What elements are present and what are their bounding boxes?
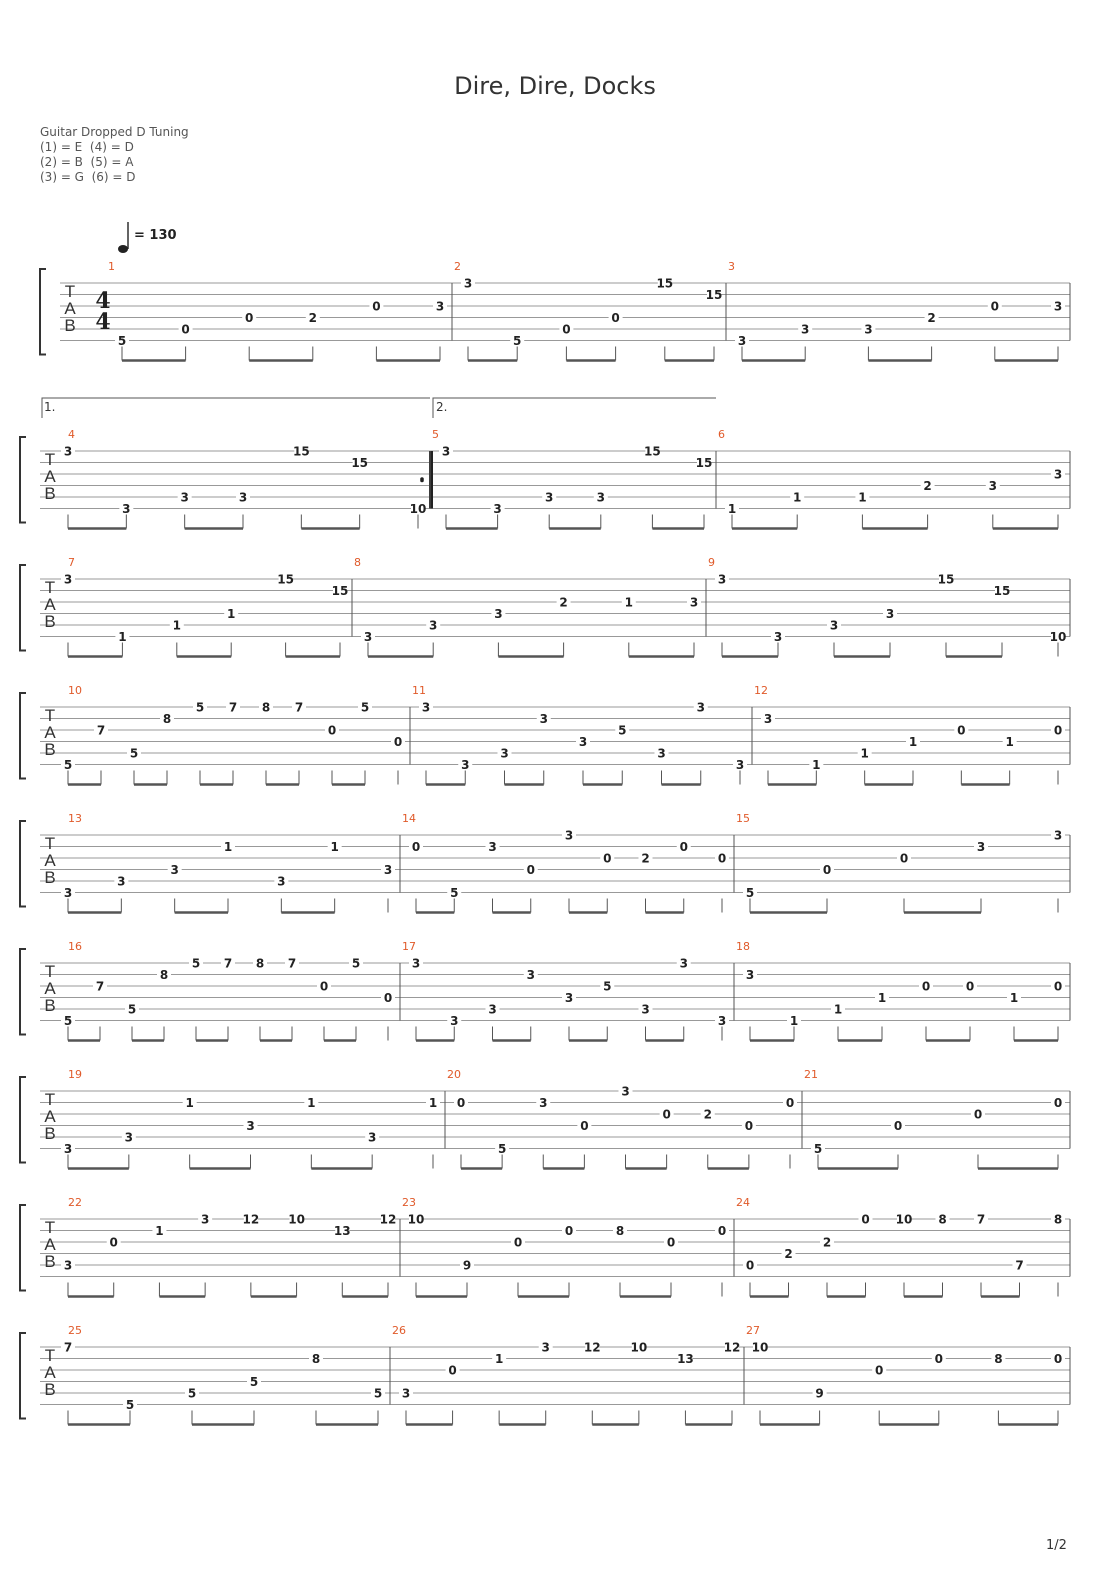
system-bracket xyxy=(20,1205,26,1291)
fret-number: 5 xyxy=(351,956,361,971)
fret-number: 15 xyxy=(331,584,349,598)
fret-number: 0 xyxy=(611,311,620,325)
fret-number: 0 xyxy=(245,311,254,325)
tab-clef-letter: A xyxy=(64,299,76,318)
tab-clef-letter: B xyxy=(44,740,56,759)
fret-number: 0 xyxy=(875,1363,884,1378)
fret-number: 0 xyxy=(526,863,535,877)
fret-number: 0 xyxy=(957,723,966,738)
fret-number: 3 xyxy=(976,840,986,854)
system-bracket xyxy=(20,693,26,779)
fret-number: 3 xyxy=(657,746,666,761)
measure-number: 3 xyxy=(728,260,735,273)
tab-clef-letter: T xyxy=(64,282,76,301)
tab-clef-letter: A xyxy=(44,1235,56,1254)
fret-number: 0 xyxy=(990,299,999,314)
volta-bracket-1 xyxy=(42,398,430,418)
fret-number: 5 xyxy=(450,886,459,900)
tab-system xyxy=(20,684,1070,785)
fret-number: 0 xyxy=(679,840,688,854)
system-bracket xyxy=(20,437,26,523)
fret-number: 3 xyxy=(493,502,502,516)
fret-number: 3 xyxy=(450,1014,459,1028)
fret-number: 3 xyxy=(1053,467,1063,482)
fret-number: 0 xyxy=(1053,979,1063,994)
fret-number: 0 xyxy=(899,851,909,866)
fret-number: 1 xyxy=(307,1096,316,1110)
fret-number: 10 xyxy=(409,502,427,516)
tab-clef-letter: T xyxy=(44,1346,56,1365)
fret-number: 5 xyxy=(191,956,201,971)
tab-clef-letter: B xyxy=(44,484,56,503)
tab-clef-letter: A xyxy=(44,467,56,486)
fret-number: 15 xyxy=(937,572,955,587)
fret-number: 3 xyxy=(864,322,873,337)
fret-number: 3 xyxy=(488,840,497,854)
fret-number: 3 xyxy=(717,572,727,587)
repeat-dot xyxy=(420,479,424,483)
fret-number: 8 xyxy=(261,700,271,715)
fret-number: 8 xyxy=(255,956,265,971)
fret-number: 0 xyxy=(745,1258,755,1273)
fret-number: 3 xyxy=(737,334,747,348)
measure-number: 14 xyxy=(402,812,416,825)
fret-number: 3 xyxy=(63,1258,73,1273)
fret-number: 5 xyxy=(63,1014,73,1028)
fret-number: 10 xyxy=(1049,630,1067,644)
fret-number: 15 xyxy=(292,444,310,459)
fret-number: 1 xyxy=(812,758,821,772)
measure-number: 9 xyxy=(708,556,715,569)
fret-number: 7 xyxy=(63,1340,73,1355)
fret-number: 3 xyxy=(488,1002,497,1017)
fret-number: 3 xyxy=(696,700,705,715)
fret-number: 2 xyxy=(559,595,568,610)
measure-number: 21 xyxy=(804,1068,818,1081)
fret-number: 7 xyxy=(287,956,297,971)
fret-number: 3 xyxy=(526,968,535,982)
measure-number: 7 xyxy=(68,556,75,569)
measure-number: 27 xyxy=(746,1324,760,1337)
fret-number: 3 xyxy=(170,863,179,877)
fret-number: 0 xyxy=(109,1235,118,1250)
fret-number: 3 xyxy=(367,1130,377,1145)
fret-number: 3 xyxy=(539,1096,548,1110)
tab-clef-letter: T xyxy=(44,834,56,853)
tuning-instrument: Guitar Dropped D Tuning xyxy=(40,125,189,139)
fret-number: 3 xyxy=(578,735,588,749)
tab-clef-letter: A xyxy=(44,595,56,614)
system-bracket xyxy=(20,821,26,907)
fret-number: 1 xyxy=(155,1224,164,1238)
fret-number: 3 xyxy=(885,607,895,621)
fret-number: 1 xyxy=(860,746,869,761)
measure-number: 25 xyxy=(68,1324,82,1337)
fret-number: 3 xyxy=(596,490,605,505)
fret-number: 1 xyxy=(727,502,737,516)
fret-number: 3 xyxy=(621,1084,630,1099)
tab-clef-letter: T xyxy=(44,962,56,981)
measure-number: 24 xyxy=(736,1196,750,1209)
fret-number: 3 xyxy=(429,618,438,633)
fret-number: 12 xyxy=(242,1212,260,1227)
fret-number: 0 xyxy=(717,851,727,866)
fret-number: 0 xyxy=(822,863,832,877)
time-sig-denominator: 4 xyxy=(95,309,111,335)
fret-number: 0 xyxy=(1053,723,1063,738)
fret-number: 3 xyxy=(411,956,421,971)
tab-clef-letter: A xyxy=(44,1363,56,1382)
fret-number: 1 xyxy=(227,607,236,621)
system-bracket xyxy=(40,269,46,355)
fret-number: 3 xyxy=(829,618,839,633)
fret-number: 15 xyxy=(656,276,674,291)
system-bracket xyxy=(20,949,26,1035)
tab-clef-letter: B xyxy=(44,1124,56,1143)
fret-number: 9 xyxy=(462,1258,472,1273)
fret-number: 5 xyxy=(813,1142,823,1156)
fret-number: 5 xyxy=(603,979,612,994)
fret-number: 0 xyxy=(580,1119,589,1133)
fret-number: 0 xyxy=(666,1235,676,1250)
fret-number: 0 xyxy=(327,723,337,738)
fret-number: 2 xyxy=(923,479,932,493)
tab-clef-letter: A xyxy=(44,1107,56,1126)
fret-number: 10 xyxy=(288,1212,305,1227)
fret-number: 0 xyxy=(1053,1352,1063,1366)
fret-number: 3 xyxy=(539,712,548,726)
volta-label-2: 2. xyxy=(436,400,448,414)
fret-number: 8 xyxy=(994,1352,1003,1366)
fret-number: 1 xyxy=(330,840,339,854)
tab-clef-letter: B xyxy=(64,316,76,335)
fret-number: 7 xyxy=(223,956,233,971)
fret-number: 3 xyxy=(545,490,554,505)
fret-number: 0 xyxy=(934,1352,943,1366)
fret-number: 5 xyxy=(745,886,755,900)
system-bracket xyxy=(20,1333,26,1419)
fret-number: 5 xyxy=(497,1142,507,1156)
tuning-line: (3) = G (6) = D xyxy=(40,170,136,184)
tab-clef-letter: T xyxy=(44,1090,56,1109)
fret-number: 12 xyxy=(583,1340,601,1355)
fret-number: 15 xyxy=(351,456,369,470)
measure-number: 8 xyxy=(354,556,361,569)
fret-number: 13 xyxy=(677,1352,694,1366)
fret-number: 15 xyxy=(993,584,1011,598)
fret-number: 3 xyxy=(363,630,373,644)
measure-number: 1 xyxy=(108,260,115,273)
fret-number: 7 xyxy=(294,700,304,715)
tab-clef-letter: B xyxy=(44,612,56,631)
fret-number: 1 xyxy=(908,735,918,749)
tab-clef-letter: B xyxy=(44,996,56,1015)
fret-number: 5 xyxy=(249,1375,259,1389)
fret-number: 3 xyxy=(200,1212,210,1227)
fret-number: 5 xyxy=(129,746,139,761)
measure-number: 22 xyxy=(68,1196,82,1209)
fret-number: 2 xyxy=(703,1107,712,1122)
fret-number: 8 xyxy=(615,1224,625,1238)
fret-number: 3 xyxy=(679,956,688,971)
fret-number: 3 xyxy=(63,1142,73,1156)
fret-number: 1 xyxy=(624,595,633,610)
fret-number: 3 xyxy=(500,746,509,761)
fret-number: 1 xyxy=(223,840,233,854)
fret-number: 10 xyxy=(407,1212,425,1227)
measure-number: 13 xyxy=(68,812,82,825)
fret-number: 3 xyxy=(238,490,248,505)
tab-system xyxy=(20,1196,1070,1297)
measure-number: 4 xyxy=(68,428,75,441)
fret-number: 0 xyxy=(319,979,329,994)
fret-number: 3 xyxy=(277,874,286,889)
tab-clef-letter: T xyxy=(44,1218,56,1237)
fret-number: 5 xyxy=(513,334,522,348)
volta-label-1: 1. xyxy=(44,400,56,414)
fret-number: 8 xyxy=(311,1352,321,1366)
fret-number: 15 xyxy=(644,444,661,459)
tab-system xyxy=(20,1068,1070,1169)
fret-number: 0 xyxy=(564,1224,574,1238)
fret-number: 0 xyxy=(785,1096,795,1110)
system-bracket xyxy=(20,1077,26,1163)
fret-number: 1 xyxy=(858,490,867,505)
fret-number: 5 xyxy=(187,1386,197,1401)
fret-number: 1 xyxy=(877,991,887,1005)
fret-number: 0 xyxy=(181,322,190,337)
fret-number: 2 xyxy=(308,311,317,325)
fret-number: 5 xyxy=(63,758,73,772)
measure-number: 23 xyxy=(402,1196,416,1209)
fret-number: 3 xyxy=(117,874,126,889)
tab-system xyxy=(20,812,1070,913)
measure-number: 16 xyxy=(68,940,82,953)
fret-number: 2 xyxy=(641,851,650,866)
fret-number: 0 xyxy=(448,1363,457,1378)
fret-number: 3 xyxy=(63,886,73,900)
measure-number: 5 xyxy=(432,428,439,441)
fret-number: 2 xyxy=(784,1247,793,1261)
fret-number: 1 xyxy=(172,618,181,633)
fret-number: 3 xyxy=(63,444,73,459)
fret-number: 3 xyxy=(745,968,755,982)
fret-number: 3 xyxy=(988,479,997,493)
tab-clef-letter: B xyxy=(44,1380,56,1399)
measure-number: 12 xyxy=(754,684,768,697)
fret-number: 3 xyxy=(441,444,451,459)
measure-number: 11 xyxy=(412,684,426,697)
tab-clef-letter: B xyxy=(44,868,56,887)
fret-number: 1 xyxy=(833,1002,843,1017)
tab-system xyxy=(20,556,1070,657)
tab-system xyxy=(20,398,1070,529)
measure-number: 26 xyxy=(392,1324,406,1337)
fret-number: 3 xyxy=(735,758,745,772)
measure-number: 10 xyxy=(68,684,82,697)
time-sig-numerator: 4 xyxy=(95,288,111,314)
fret-number: 3 xyxy=(463,276,473,291)
fret-number: 0 xyxy=(662,1107,671,1122)
fret-number: 0 xyxy=(744,1119,754,1133)
fret-number: 3 xyxy=(124,1130,134,1145)
fret-number: 7 xyxy=(95,979,105,994)
fret-number: 3 xyxy=(689,595,699,610)
fret-number: 0 xyxy=(393,735,403,749)
fret-number: 3 xyxy=(564,828,574,843)
fret-number: 1 xyxy=(793,490,802,505)
fret-number: 0 xyxy=(965,979,975,994)
fret-number: 3 xyxy=(63,572,73,587)
tab-clef-letter: T xyxy=(44,706,56,725)
measure-number: 15 xyxy=(736,812,750,825)
fret-number: 1 xyxy=(789,1014,799,1028)
fret-number: 3 xyxy=(773,630,783,644)
fret-number: 0 xyxy=(411,840,421,854)
tab-system xyxy=(40,222,1070,361)
tab-system xyxy=(20,940,1070,1041)
fret-number: 1 xyxy=(1009,991,1019,1005)
fret-number: 0 xyxy=(383,991,393,1005)
fret-number: 5 xyxy=(360,700,370,715)
fret-number: 1 xyxy=(428,1096,438,1110)
measure-number: 17 xyxy=(402,940,416,953)
measure-number: 2 xyxy=(454,260,461,273)
tempo-marking: = 130 xyxy=(134,228,177,243)
tempo-note-icon xyxy=(118,245,128,253)
fret-number: 3 xyxy=(383,863,393,877)
fret-number: 0 xyxy=(973,1107,983,1122)
fret-number: 15 xyxy=(705,288,723,302)
fret-number: 15 xyxy=(695,456,713,470)
fret-number: 3 xyxy=(421,700,431,715)
fret-number: 5 xyxy=(618,723,627,738)
fret-number: 10 xyxy=(895,1212,913,1227)
fret-number: 0 xyxy=(603,851,612,866)
volta-bracket-2 xyxy=(433,398,716,418)
tab-clef-letter: T xyxy=(44,450,56,469)
fret-number: 10 xyxy=(751,1340,769,1355)
fret-number: 0 xyxy=(456,1096,466,1110)
system-bracket xyxy=(20,565,26,651)
fret-number: 5 xyxy=(195,700,205,715)
fret-number: 0 xyxy=(717,1224,727,1238)
fret-number: 3 xyxy=(435,299,445,314)
fret-number: 0 xyxy=(893,1119,903,1133)
fret-number: 0 xyxy=(921,979,931,994)
fret-number: 0 xyxy=(562,322,571,337)
fret-number: 0 xyxy=(861,1212,870,1227)
fret-number: 3 xyxy=(461,758,470,772)
fret-number: 13 xyxy=(333,1224,351,1238)
fret-number: 7 xyxy=(228,700,238,715)
fret-number: 5 xyxy=(373,1386,383,1401)
measure-number: 6 xyxy=(718,428,725,441)
page-number: 1/2 xyxy=(1046,1538,1067,1553)
fret-number: 5 xyxy=(125,1398,135,1412)
fret-number: 3 xyxy=(1053,828,1063,843)
fret-number: 3 xyxy=(801,322,810,337)
fret-number: 3 xyxy=(717,1014,727,1028)
fret-number: 3 xyxy=(641,1002,650,1017)
fret-number: 1 xyxy=(185,1096,194,1110)
fret-number: 0 xyxy=(513,1235,523,1250)
fret-number: 9 xyxy=(815,1386,824,1401)
fret-number: 15 xyxy=(277,572,294,587)
fret-number: 3 xyxy=(180,490,189,505)
measure-number: 18 xyxy=(736,940,750,953)
fret-number: 7 xyxy=(96,723,106,738)
fret-number: 8 xyxy=(162,712,172,726)
tab-clef-letter: T xyxy=(44,578,56,597)
fret-number: 8 xyxy=(938,1212,947,1227)
fret-number: 3 xyxy=(401,1386,411,1401)
tuning-line: (1) = E (4) = D xyxy=(40,140,134,154)
fret-number: 3 xyxy=(246,1119,255,1133)
tuning-line: (2) = B (5) = A xyxy=(40,155,134,169)
fret-number: 2 xyxy=(822,1235,832,1250)
fret-number: 3 xyxy=(122,502,131,516)
fret-number: 7 xyxy=(1015,1258,1024,1273)
fret-number: 3 xyxy=(541,1340,550,1355)
fret-number: 8 xyxy=(159,968,169,982)
measure-number: 19 xyxy=(68,1068,82,1081)
fret-number: 5 xyxy=(117,334,127,348)
fret-number: 2 xyxy=(927,311,936,325)
fret-number: 1 xyxy=(494,1352,504,1366)
fret-number: 7 xyxy=(976,1212,986,1227)
fret-number: 3 xyxy=(1053,299,1063,314)
fret-number: 1 xyxy=(1005,735,1014,749)
fret-number: 3 xyxy=(494,607,503,621)
fret-number: 1 xyxy=(118,630,127,644)
fret-number: 10 xyxy=(630,1340,648,1355)
measure-number: 20 xyxy=(447,1068,461,1081)
fret-number: 8 xyxy=(1053,1212,1063,1227)
tab-clef-letter: B xyxy=(44,1252,56,1271)
tab-system xyxy=(20,1324,1070,1425)
score-title: Dire, Dire, Docks xyxy=(454,72,656,100)
fret-number: 3 xyxy=(763,712,773,726)
fret-number: 12 xyxy=(379,1212,397,1227)
fret-number: 12 xyxy=(723,1340,741,1355)
tab-clef-letter: A xyxy=(44,851,56,870)
tab-clef-letter: A xyxy=(44,979,56,998)
tab-clef-letter: A xyxy=(44,723,56,742)
fret-number: 5 xyxy=(127,1002,137,1017)
fret-number: 0 xyxy=(372,299,381,314)
fret-number: 0 xyxy=(1053,1096,1063,1110)
fret-number: 3 xyxy=(564,991,574,1005)
